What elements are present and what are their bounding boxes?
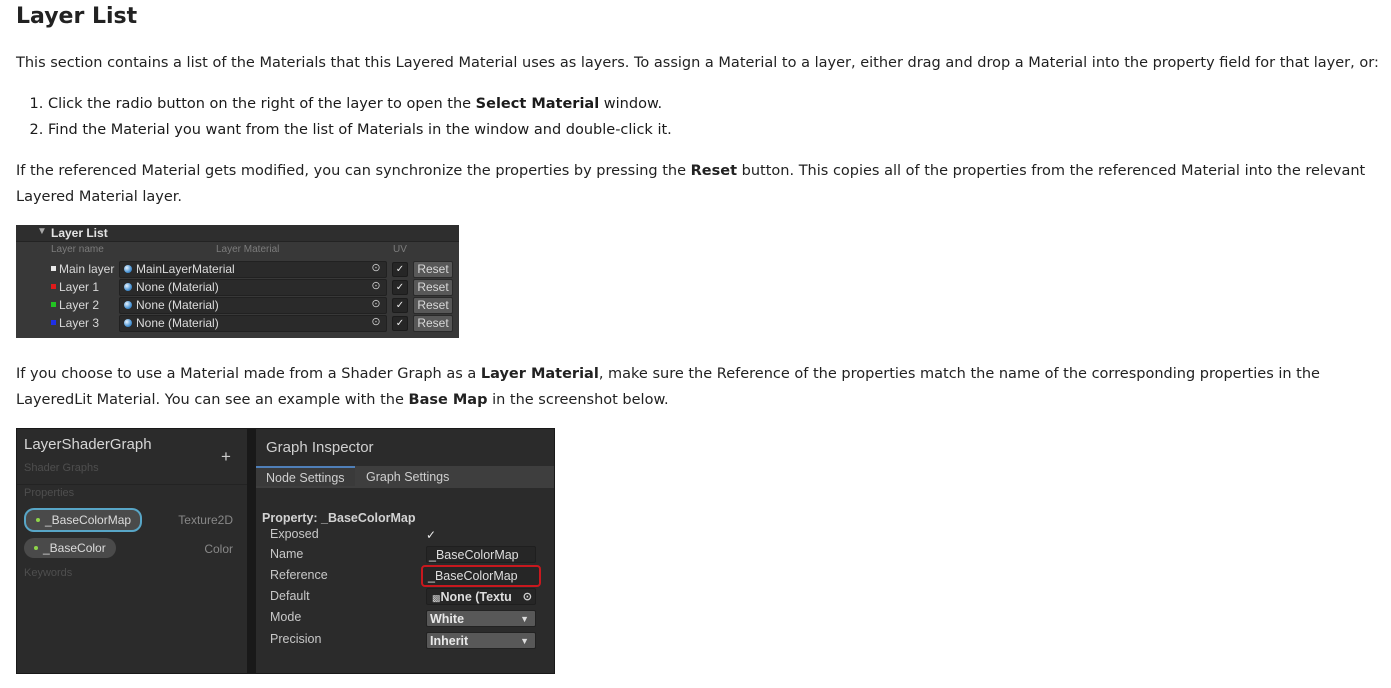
layer-row-main [16,260,459,278]
reset-button[interactable]: Reset [413,297,453,314]
name-field[interactable]: _BaseColorMap [426,546,536,563]
base-map-emphasis: Base Map [408,392,488,408]
default-label: Default [270,589,310,603]
material-sphere-icon [124,319,132,327]
reset-button[interactable]: Reset [413,279,453,296]
properties-section-label: Properties [24,487,75,499]
material-field[interactable]: MainLayerMaterial [119,261,387,278]
uv-checkbox[interactable]: ✓ [392,280,408,295]
keywords-section-label: Keywords [24,567,73,579]
layer-row-3 [16,314,459,332]
name-label: Name [270,547,304,561]
layer-list-header[interactable] [16,225,459,242]
layer-list-panel [16,225,459,338]
material-sphere-icon [124,283,132,291]
property-dot-icon [36,518,40,522]
object-picker-icon[interactable]: ⊙ [371,280,381,292]
reference-field[interactable]: _BaseColorMap [421,565,541,587]
steps-list [16,91,672,143]
select-material-emphasis: Select Material [475,96,600,112]
layer-color-swatch [51,302,56,307]
property-header: Property: _BaseColorMap [262,511,416,525]
layer-material-emphasis: Layer Material [480,366,599,382]
column-header-layer-name: Layer name [51,244,104,255]
object-picker-icon[interactable]: ⊙ [371,298,381,310]
tab-node-settings[interactable]: Node Settings [256,466,355,486]
column-header-layer-material: Layer Material [216,244,280,255]
object-picker-icon[interactable]: ⊙ [371,262,381,274]
column-header-uv: UV [393,244,407,255]
mode-dropdown[interactable]: White ▼ [426,610,536,627]
reset-button[interactable]: Reset [413,261,453,278]
layer-row-2 [16,296,459,314]
dropdown-arrow-icon: ▼ [520,614,529,624]
shader-graph-panel [16,428,555,674]
layer-name: Layer 1 [59,280,100,294]
list-item: 2. Find the Material you want from the list of Materials in the window and double-click it. [48,117,672,143]
layer-row-1 [16,278,459,296]
material-field[interactable]: None (Material) [119,297,387,314]
material-sphere-icon [124,265,132,273]
exposed-checkbox[interactable]: ✓ [426,528,437,542]
object-picker-icon[interactable]: ⊙ [371,316,381,328]
intro-paragraph: This section contains a list of the Materials that this Layered Material uses as layers. To assign a Material to a layer, either drag and drop a Material into the property field for that layer, or: [16,55,1379,71]
default-texture-field[interactable]: ▩None (Textu ⊙ [426,588,536,605]
tab-graph-settings[interactable]: Graph Settings [366,470,450,484]
precision-label: Precision [270,632,322,646]
layer-name: Layer 2 [59,298,100,312]
mode-label: Mode [270,610,302,624]
property-pill-basecolor[interactable]: _BaseColor [24,538,116,558]
graph-inspector [256,429,554,673]
blackboard [17,429,247,673]
precision-dropdown[interactable]: Inherit ▼ [426,632,536,649]
reset-button[interactable]: Reset [413,315,453,332]
dropdown-arrow-icon: ▼ [520,636,529,646]
section-heading: Layer List [16,4,138,29]
reset-emphasis: Reset [690,163,738,179]
uv-checkbox[interactable]: ✓ [392,298,408,313]
foldout-triangle-icon[interactable]: ▼ [37,226,47,237]
material-sphere-icon [124,301,132,309]
blackboard-subtitle: Shader Graphs [24,462,99,474]
object-picker-icon[interactable]: ⊙ [522,591,532,603]
property-type: Color [204,542,233,556]
property-pill-basecolormap[interactable]: _BaseColorMap [24,508,142,532]
material-field[interactable]: None (Material) [119,279,387,296]
shader-graph-paragraph: If you choose to use a Material made from a Shader Graph as a Layer Material, make sure the Reference of the properties match the name of the corresponding properties in the LayeredLit Material. You can see an example with the Base Map in the screenshot below. [16,366,1320,408]
inspector-title: Graph Inspector [266,439,374,456]
texture-icon: ▩ [432,593,441,603]
layer-color-swatch [51,320,56,325]
uv-checkbox[interactable]: ✓ [392,316,408,331]
reference-label: Reference [270,568,328,582]
property-type: Texture2D [178,513,233,527]
property-dot-icon [34,546,38,550]
uv-checkbox[interactable]: ✓ [392,262,408,277]
layer-color-swatch [51,266,56,271]
material-field[interactable]: None (Material) [119,315,387,332]
divider [17,484,247,485]
inspector-tab-bar [256,466,554,488]
reset-paragraph: If the referenced Material gets modified, you can synchronize the properties by pressing the Reset button. This copies all of the properties from the referenced Material into the relevant Layered Material layer. [16,163,1366,205]
layer-list-title: Layer List [51,226,108,240]
blackboard-title: LayerShaderGraph [24,436,152,453]
layer-color-swatch [51,284,56,289]
add-property-icon[interactable]: + [221,447,231,466]
list-item: 1. Click the radio button on the right of the layer to open the Select Material window. [48,91,672,117]
layer-name: Main layer [59,262,115,276]
exposed-label: Exposed [270,527,319,541]
layer-name: Layer 3 [59,316,100,330]
